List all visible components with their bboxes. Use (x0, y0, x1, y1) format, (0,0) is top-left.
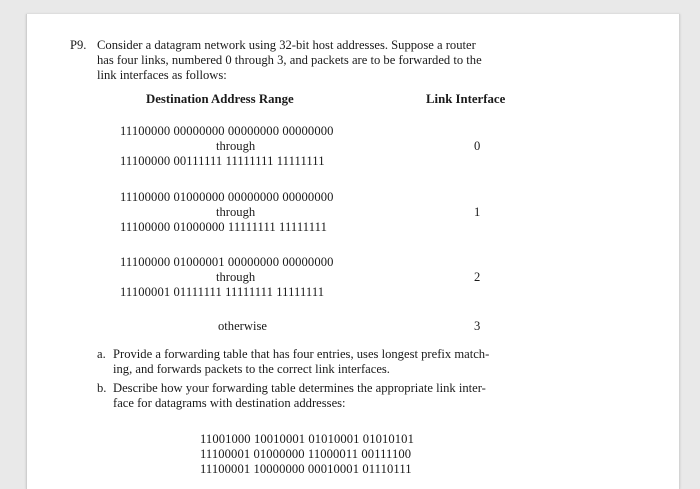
question-b-line-2: face for datagrams with destination addresses: (113, 396, 346, 410)
address-2: 11100001 01000000 11000011 00111100 (200, 447, 412, 461)
address-1: 11001000 10010001 01010001 01010101 (200, 432, 414, 446)
question-a-label: a. (97, 347, 106, 361)
range-2-through: through (216, 270, 256, 284)
range-0-from: 11100000 00000000 00000000 00000000 (120, 124, 334, 138)
question-a-line-1: Provide a forwarding table that has four entries, uses longest prefix match- (113, 347, 490, 361)
link-0: 0 (474, 139, 481, 153)
question-b-line-1: Describe how your forwarding table determines the appropriate link inter- (113, 381, 486, 395)
link-2: 2 (474, 270, 481, 284)
range-1-from: 11100000 01000000 00000000 00000000 (120, 190, 334, 204)
range-0-through: through (216, 139, 256, 153)
link-1: 1 (474, 205, 481, 219)
otherwise-label: otherwise (218, 319, 267, 333)
header-link-interface: Link Interface (426, 92, 506, 106)
address-3: 11100001 10000000 00010001 01110111 (200, 462, 412, 476)
range-1-through: through (216, 205, 256, 219)
range-2-to: 11100001 01111111 11111111 11111111 (120, 285, 325, 299)
range-1-to: 11100000 01000000 11111111 11111111 (120, 220, 327, 234)
problem-number: P9. (70, 38, 87, 52)
link-otherwise: 3 (474, 319, 481, 333)
textbook-page (26, 14, 680, 489)
header-destination-address-range: Destination Address Range (146, 92, 294, 106)
problem-intro-line-1: Consider a datagram network using 32-bit host addresses. Suppose a router (97, 38, 476, 52)
question-a-line-2: ing, and forwards packets to the correct link interfaces. (113, 362, 390, 376)
range-2-from: 11100000 01000001 00000000 00000000 (120, 255, 334, 269)
problem-intro-line-3: link interfaces as follows: (97, 68, 227, 82)
problem-intro-line-2: has four links, numbered 0 through 3, and packets are to be forwarded to the (97, 53, 482, 67)
question-b-label: b. (97, 381, 107, 395)
range-0-to: 11100000 00111111 11111111 11111111 (120, 154, 325, 168)
